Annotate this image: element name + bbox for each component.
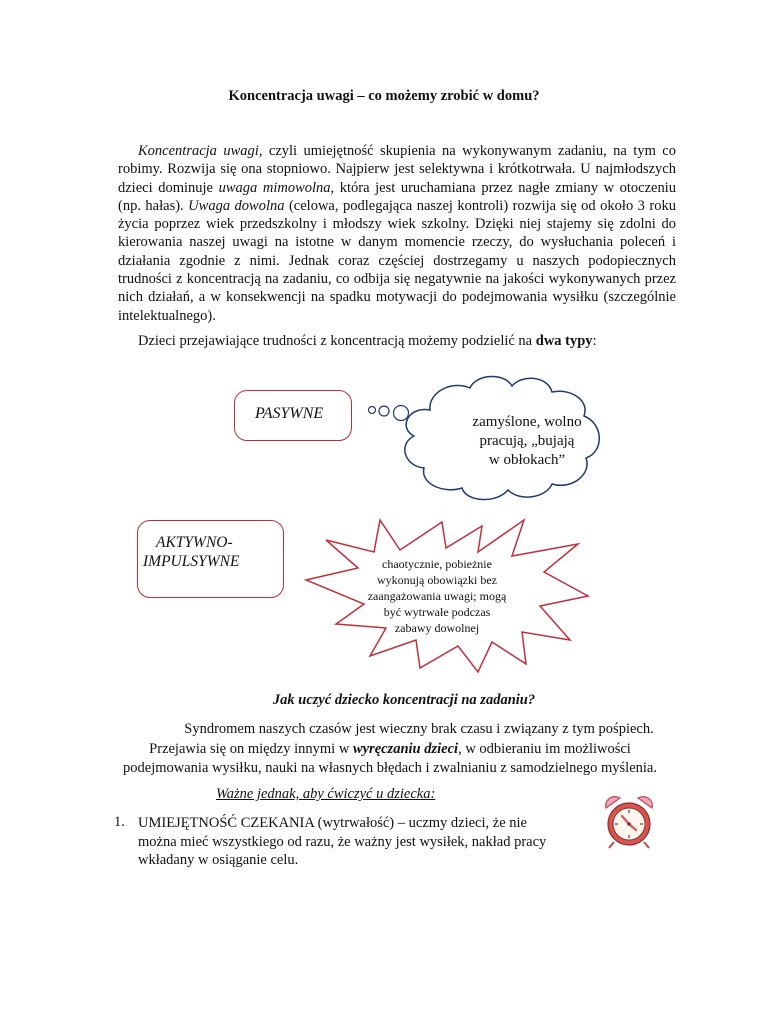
- important-note: Ważne jednak, aby ćwiczyć u dziecka:: [216, 786, 436, 802]
- types-count: dwa typy: [535, 333, 593, 349]
- syndrom-paragraph: Syndromem naszych czasów jest wieczny brak czasu i związany z tym pośpiech. Przejawia się on między innymi w wyręczaniu dzieci, w odbieraniu im możliwości podejmowania wysiłku, nauki na własnych błędach i zwalnianiu z samodzielnego myślenia.: [123, 721, 657, 776]
- pasywne-description: zamyślone, wolno pracują, „bujają w obłokach”: [472, 414, 582, 468]
- term-koncentracja: Koncentracja uwagi: [138, 143, 259, 159]
- pasywne-box: [234, 390, 352, 441]
- aktywne-label-line1: AKTYWNO-: [156, 534, 233, 551]
- thought-bubble-medium: [379, 406, 389, 416]
- term-wyreczanie: wyręczaniu dzieci: [352, 740, 459, 757]
- types-intro: Dzieci przejawiające trudności z koncentracją możemy podzielić na dwa typy:: [138, 333, 597, 349]
- section-heading: Jak uczyć dziecko koncentracji na zadaniu?: [272, 692, 536, 708]
- alarm-clock-icon: [600, 794, 658, 850]
- list-item-number: 1.: [114, 814, 125, 830]
- term-uwaga-dowolna: Uwaga dowolna: [188, 197, 285, 214]
- thought-bubble-small: [369, 407, 376, 414]
- thought-bubble-large: [394, 406, 409, 421]
- list-item: UMIEJĘTNOŚĆ CZEKANIA (wytrwałość) – uczmy dzieci, że nie można mieć wszystkiego od razu, że ważny jest wysiłek, nakład pracy wkładany w osiąganie celu.: [138, 815, 547, 868]
- pasywne-label: PASYWNE: [255, 405, 324, 422]
- intro-paragraph: Koncentracja uwagi, czyli umiejętność skupienia na wykonywanym zadaniu, na tym co robimy. Rozwija się ona stopniowo. Najpierw jest selektywna i krótkotrwała. U najmłodszych dzieci dominuje uwaga mimowolna, która jest uruchamiana przez nagłe zmiany w otoczeniu (np. hałas). Uwaga dowolna (celowa, podlegająca naszej kontroli) rozwija się od około 3 roku życia poprzez wiek przedszkolny i młodszy wiek szkolny. Dzięki niej stajemy się zdolni do kierowania naszej uwagi na istotne w danym momencie rzeczy, do wysłuchania poleceń i działania zgodnie z nimi. Jednak coraz częściej dostrzegamy u naszych podopiecznych trudności z koncentracją na zadaniu, co odbija się negatywnie na jakości wykonywanych przez nich działań, a w konsekwencji na spadku motywacji do podejmowania wysiłku (szczególnie intelektualnego).: [118, 143, 676, 324]
- term-uwaga-mimowolna: uwaga mimowolna: [218, 179, 331, 196]
- aktywne-label-line2: IMPULSYWNE: [143, 553, 240, 570]
- aktywne-box: [137, 520, 284, 598]
- page-title: Koncentracja uwagi – co możemy zrobić w domu?: [228, 88, 540, 104]
- aktywne-description: chaotycznie, pobieżnie wykonują obowiązki bez zaangażowania uwagi; mogą być wytrwałe podczas zabawy dowolnej: [367, 557, 507, 635]
